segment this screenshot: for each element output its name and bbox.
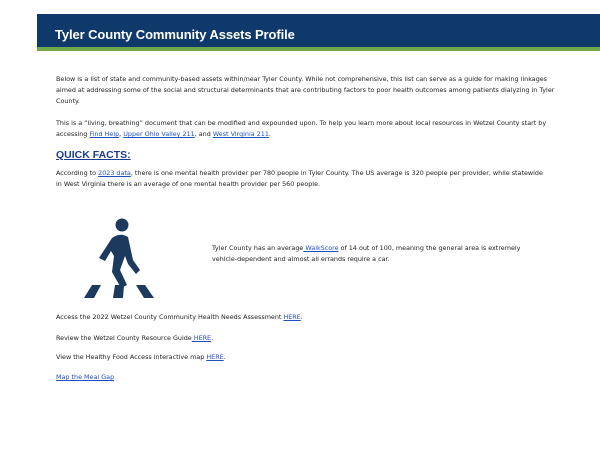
upper-ohio-valley-211-link[interactable]: Upper Ohio Valley 211: [123, 130, 195, 138]
food-access-text: View the Healthy Food Access interactive map: [56, 353, 207, 361]
pedestrian-crosswalk-icon: [84, 218, 160, 300]
walkscore-link[interactable]: WalkScore: [303, 244, 339, 252]
walkscore-text: Tyler County has an average: [212, 244, 304, 252]
map-the-meal-gap-link[interactable]: Map the Meal Gap: [56, 373, 115, 381]
header-bar: [37, 14, 600, 47]
separator-text: ,: [119, 130, 124, 138]
quick-facts-heading: QUICK FACTS:: [56, 149, 131, 161]
mental-health-fact: [56, 168, 546, 190]
period-text: .: [211, 334, 214, 342]
resource-guide-text: Review the Wetzel County Resource Guide: [56, 334, 192, 342]
chna-here-link[interactable]: HERE: [283, 313, 301, 321]
2023-data-link[interactable]: 2023 data: [98, 169, 131, 177]
header-accent-stripe: [37, 47, 600, 51]
west-virginia-211-link[interactable]: West Virginia 211: [212, 130, 269, 138]
fact-text: , there is one mental health provider per 780 people in Tyler County. The US average is 320 people per provider, while statewide in West Virginia there is an average of one mental health provider per 560 people.: [56, 169, 543, 188]
food-access-line: [56, 352, 226, 363]
period-text: .: [223, 353, 226, 361]
period-text: .: [268, 130, 271, 138]
chna-line: [56, 312, 303, 323]
crosswalk-stripes: [84, 285, 154, 298]
separator-text: , and: [194, 130, 213, 138]
resources-text: This is a “living, breathing” document that can be modified and expounded upon. To help you learn more about local resources in Wetzel County start by accessing: [56, 119, 547, 138]
meal-gap-line: [56, 372, 114, 383]
walkscore-fact: [212, 243, 547, 265]
resource-guide-line: [56, 333, 213, 344]
period-text: .: [300, 313, 303, 321]
fact-text: According to: [56, 169, 99, 177]
walkscore-text: of 14 out of 100, meaning the general area is extremely vehicle-dependent and almost all errands require a car.: [212, 244, 521, 263]
page-title: Tyler County Community Assets Profile: [55, 27, 295, 42]
food-access-here-link[interactable]: HERE: [206, 353, 224, 361]
chna-text: Access the 2022 Wetzel County Community Health Needs Assessment: [56, 313, 284, 321]
intro-paragraph: Below is a list of state and community-based assets within/near Tyler County. While not comprehensive, this list can serve as a guide for making linkages aimed at addressing some of the social and structural determinants that are contributing factors to poor health outcomes among patients dialyzing in Tyler County.: [56, 75, 555, 105]
find-help-link[interactable]: Find Help: [89, 130, 120, 138]
resources-paragraph: [56, 118, 556, 140]
pedestrian-figure: [99, 219, 140, 289]
resource-guide-here-link[interactable]: HERE: [191, 334, 212, 342]
